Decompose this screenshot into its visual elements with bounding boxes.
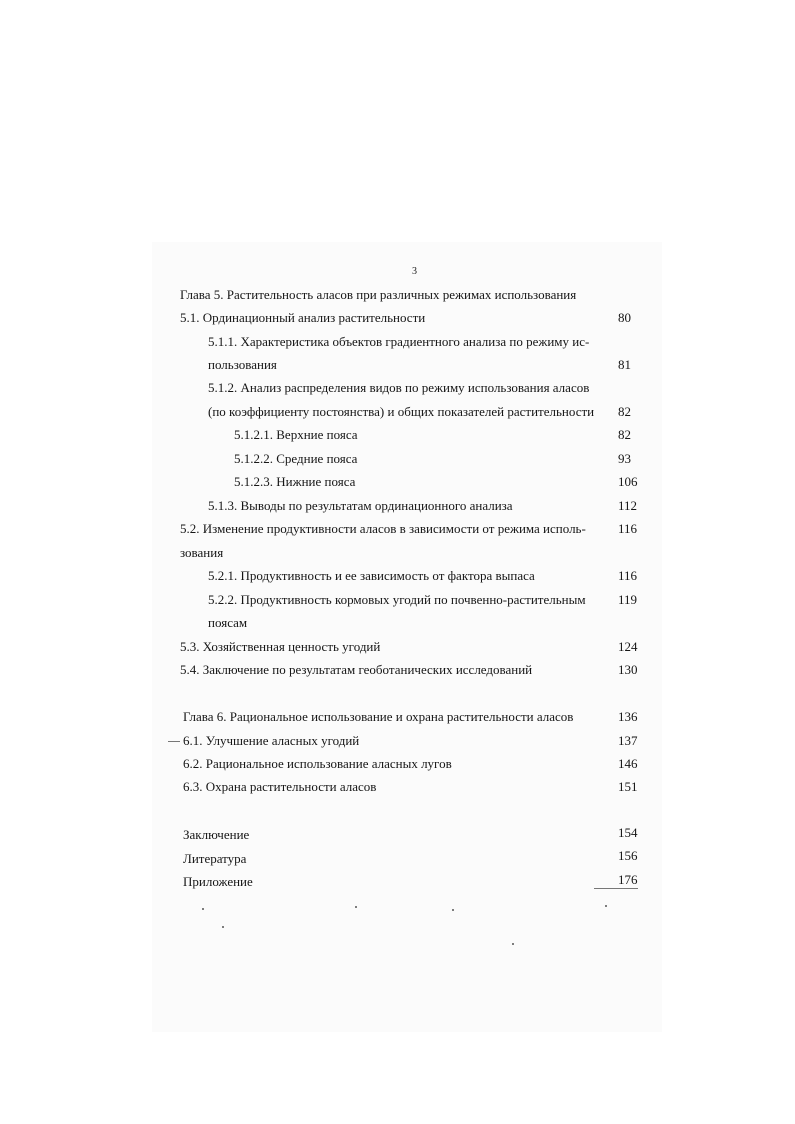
toc-page-5-1-1: 81 [618,357,631,372]
toc-page-5-2-1: 116 [618,568,638,583]
toc-page-5-3: 124 [618,639,638,654]
toc-entry-5-1-1-cont: пользования [208,357,277,372]
toc-entry-literature: Литература [183,851,247,866]
toc-entry-5-1-2-cont: (по коэффициенту постоянства) и общих показателей растительности [208,404,595,419]
toc-page-5-4: 130 [618,662,638,677]
toc-page-conclusion: 154 [618,825,638,840]
scan-speck [452,909,454,911]
toc-page-5-1-2-3: 106 [618,474,638,489]
scan-mark [168,741,180,742]
toc-page-5-2: 116 [618,521,638,536]
toc-entry-conclusion: Заключение [183,827,250,842]
scan-speck [605,905,607,907]
toc-entry-6-2: 6.2. Рациональное использование аласных лугов [183,756,452,771]
toc-page-6-3: 151 [618,779,638,794]
toc-entry-6-3: 6.3. Охрана растительности аласов [183,779,377,794]
toc-page-5-1-2-1: 82 [618,427,631,442]
toc-page-5-1-2: 82 [618,404,631,419]
toc-page-6-1: 137 [618,733,638,748]
page-number: 3 [412,266,417,277]
toc-page-chapter-6: 136 [618,709,638,724]
toc-chapter-5-title: Глава 5. Растительность аласов при различных режимах использования [180,287,577,302]
toc-entry-5-2: 5.2. Изменение продуктивности аласов в зависимости от режима исполь- [180,521,586,536]
toc-entry-5-1-2-2: 5.1.2.2. Средние пояса [234,451,358,466]
toc-entry-5-2-cont: зования [180,545,224,560]
scan-speck [355,906,357,908]
scan-speck [512,943,514,945]
toc-entry-5-1-2: 5.1.2. Анализ распределения видов по режиму использования аласов [208,380,590,395]
toc-page-appendix: 176 [618,872,638,887]
toc-page-5-1-2-2: 93 [618,451,631,466]
scan-speck [222,926,224,928]
toc-page-5-2-2: 119 [618,592,638,607]
toc-entry-5-2-2-cont: поясам [208,615,248,630]
toc-page-5-1-3: 112 [618,498,638,513]
toc-entry-5-2-2: 5.2.2. Продуктивность кормовых угодий по почвенно-растительным [208,592,586,607]
toc-entry-5-2-1: 5.2.1. Продуктивность и ее зависимость от фактора выпаса [208,568,535,583]
toc-entry-5-1: 5.1. Ординационный анализ растительности [180,310,426,325]
toc-entry-6-1: 6.1. Улучшение аласных угодий [183,733,360,748]
scan-mark [594,888,638,889]
toc-entry-appendix: Приложение [183,874,253,889]
toc-page-6-2: 146 [618,756,638,771]
toc-page-5-1: 80 [618,310,631,325]
scan-speck [202,908,204,910]
toc-page-literature: 156 [618,848,638,863]
toc-entry-5-3: 5.3. Хозяйственная ценность угодий [180,639,381,654]
toc-entry-5-4: 5.4. Заключение по результатам геоботанических исследований [180,662,533,677]
toc-entry-5-1-2-1: 5.1.2.1. Верхние пояса [234,427,358,442]
toc-entry-5-1-2-3: 5.1.2.3. Нижние пояса [234,474,356,489]
toc-chapter-6-title: Глава 6. Рациональное использование и охрана растительности аласов [183,709,574,724]
toc-entry-5-1-1: 5.1.1. Характеристика объектов градиентного анализа по режиму ис- [208,334,590,349]
toc-entry-5-1-3: 5.1.3. Выводы по результатам ординационного анализа [208,498,513,513]
